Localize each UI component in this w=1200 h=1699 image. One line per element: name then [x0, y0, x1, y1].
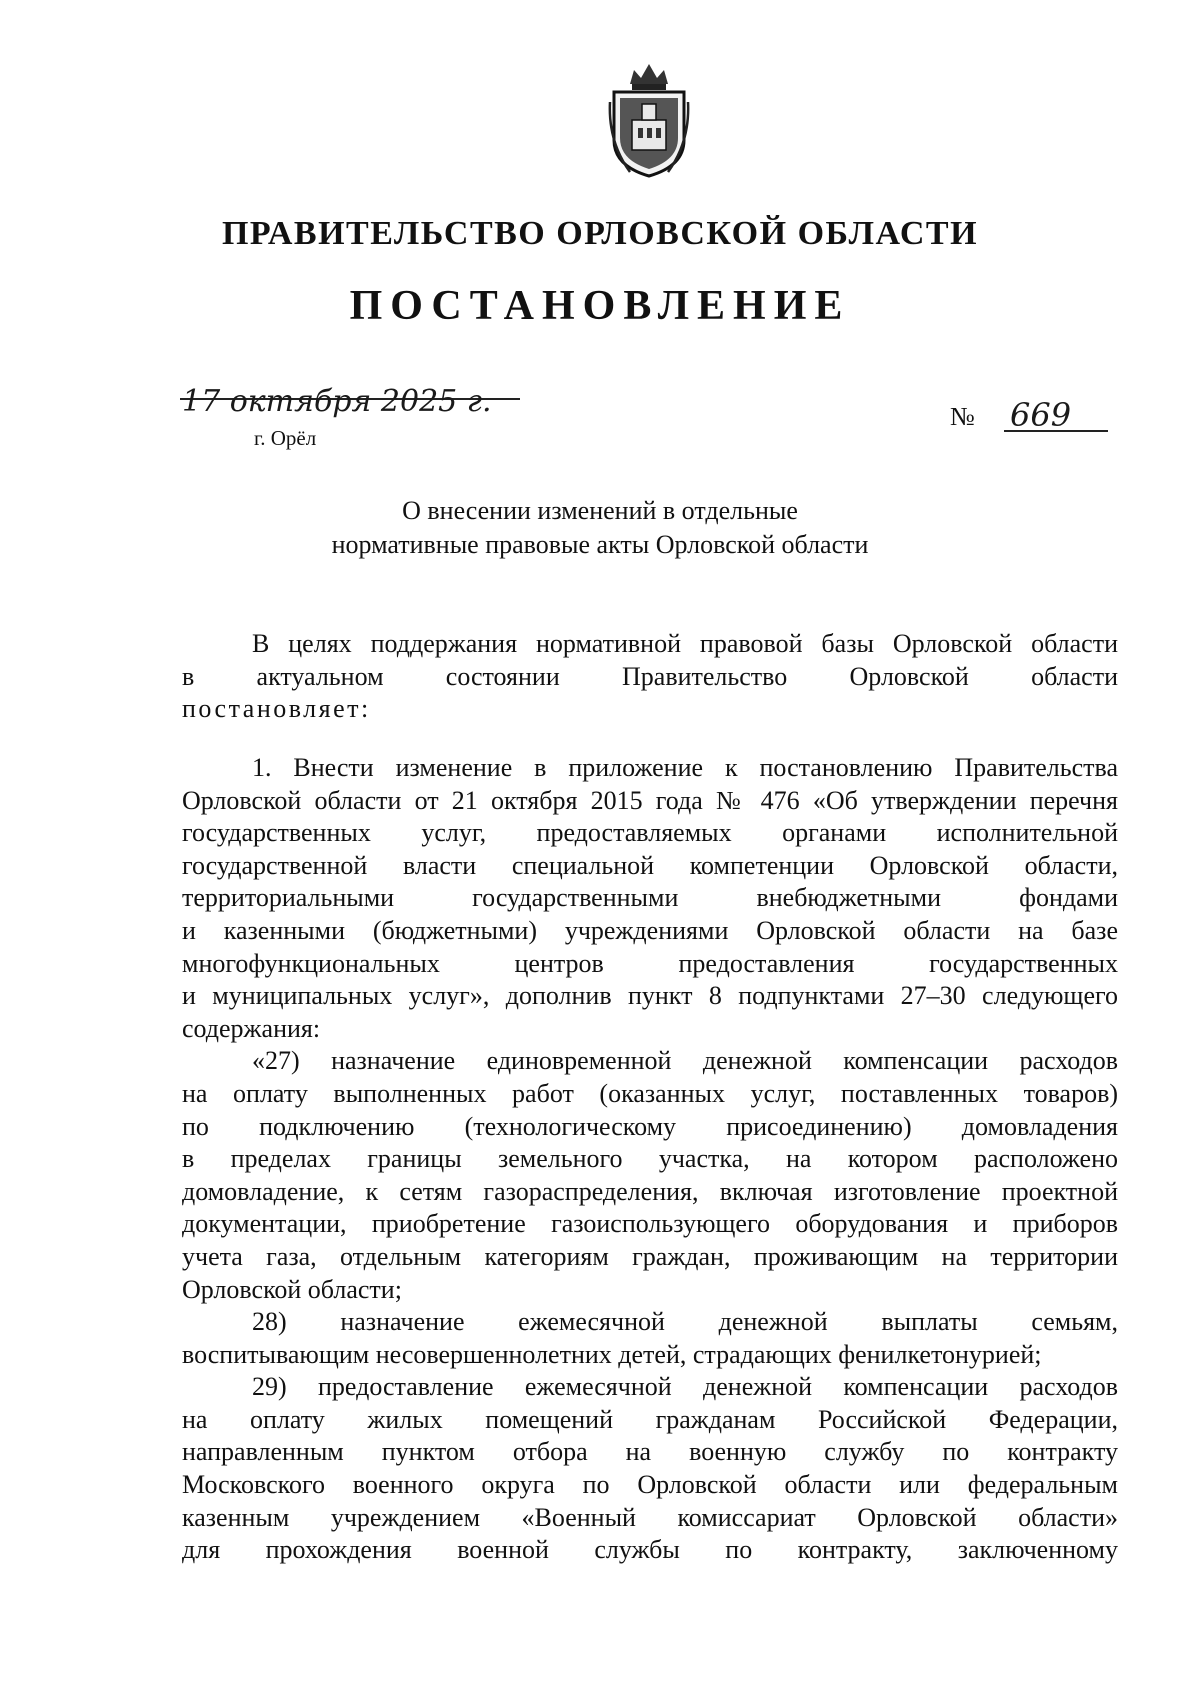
text-line: по подключению (технологическому присоединению) домовладения [182, 1111, 1118, 1141]
text-line: 29) предоставление ежемесячной денежной компенсации расходов [252, 1372, 1118, 1402]
coat-of-arms-emblem [608, 62, 690, 180]
organization-name: ПРАВИТЕЛЬСТВО ОРЛОВСКОЙ ОБЛАСТИ [221, 215, 979, 252]
document-type: ПОСТАНОВЛЕНИЕ [349, 283, 851, 329]
text-line: на оплату жилых помещений гражданам Российской Федерации, [182, 1404, 1118, 1434]
text-line: «27) назначение единовременной денежной компенсации расходов [252, 1046, 1118, 1076]
text-line: Орловской области; [182, 1274, 402, 1304]
text-line: воспитывающим несовершеннолетних детей, страдающих фенилкетонурией; [182, 1339, 1042, 1369]
text-line: 28) назначение ежемесячной денежной выплаты семьям, [252, 1307, 1118, 1337]
text-line: государственной власти специальной компетенции Орловской области, [182, 850, 1118, 880]
text-line: многофункциональных центров предоставления государственных [182, 948, 1118, 978]
paragraph-item-1 [182, 752, 1118, 1567]
text-line: в пределах границы земельного участка, на котором расположено [182, 1144, 1118, 1174]
text-line: на оплату выполненных работ (оказанных услуг, поставленных товаров) [182, 1078, 1118, 1108]
text-line: территориальными государственными внебюджетными фондами [182, 883, 1118, 913]
text-line: учета газа, отдельным категориям граждан, проживающим на территории [182, 1241, 1118, 1271]
text-line: для прохождения военной службы по контракту, заключенному [182, 1535, 1118, 1565]
text-line: и казенными (бюджетными) учреждениями Орловской области на базе [182, 915, 1118, 945]
text-line: постановляет: [182, 694, 371, 724]
text-line: 1. Внести изменение в приложение к постановлению Правительства [252, 753, 1118, 782]
text-line: содержания: [182, 1013, 321, 1043]
preamble-paragraph [182, 628, 1118, 726]
text-line: документации, приобретение газоиспользующего оборудования и приборов [182, 1209, 1118, 1239]
place-of-issue: г. Орёл [254, 426, 317, 450]
number-sign: № [950, 402, 975, 431]
text-line: направленным пунктом отбора на военную службу по контракту [182, 1437, 1118, 1467]
text-line: государственных услуг, предоставляемых органами исполнительной [182, 818, 1118, 848]
text-line: Орловской области от 21 октября 2015 года № 476 «Об утверждении перечня [182, 785, 1118, 815]
document-subject [0, 494, 1200, 562]
text-line: казенным учреждением «Военный комиссариат Орловской области» [182, 1502, 1118, 1532]
handwritten-date: 17 октября 2025 г. [182, 384, 492, 419]
text-line: и муниципальных услуг», дополнив пункт 8 подпунктами 27–30 следующего [182, 981, 1118, 1011]
text-line: В целях поддержания нормативной правовой базы Орловской области [252, 629, 1118, 658]
text-line: домовладение, к сетям газораспределения, включая изготовление проектной [182, 1176, 1118, 1206]
handwritten-number: 669 [1010, 396, 1072, 434]
subject-line: нормативные правовые акты Орловской области [331, 530, 869, 559]
text-line: в актуальном состоянии Правительство Орловской области [182, 661, 1118, 691]
text-line: Московского военного округа по Орловской области или федеральным [182, 1470, 1118, 1500]
subject-line: О внесении изменений в отдельные [402, 496, 798, 525]
